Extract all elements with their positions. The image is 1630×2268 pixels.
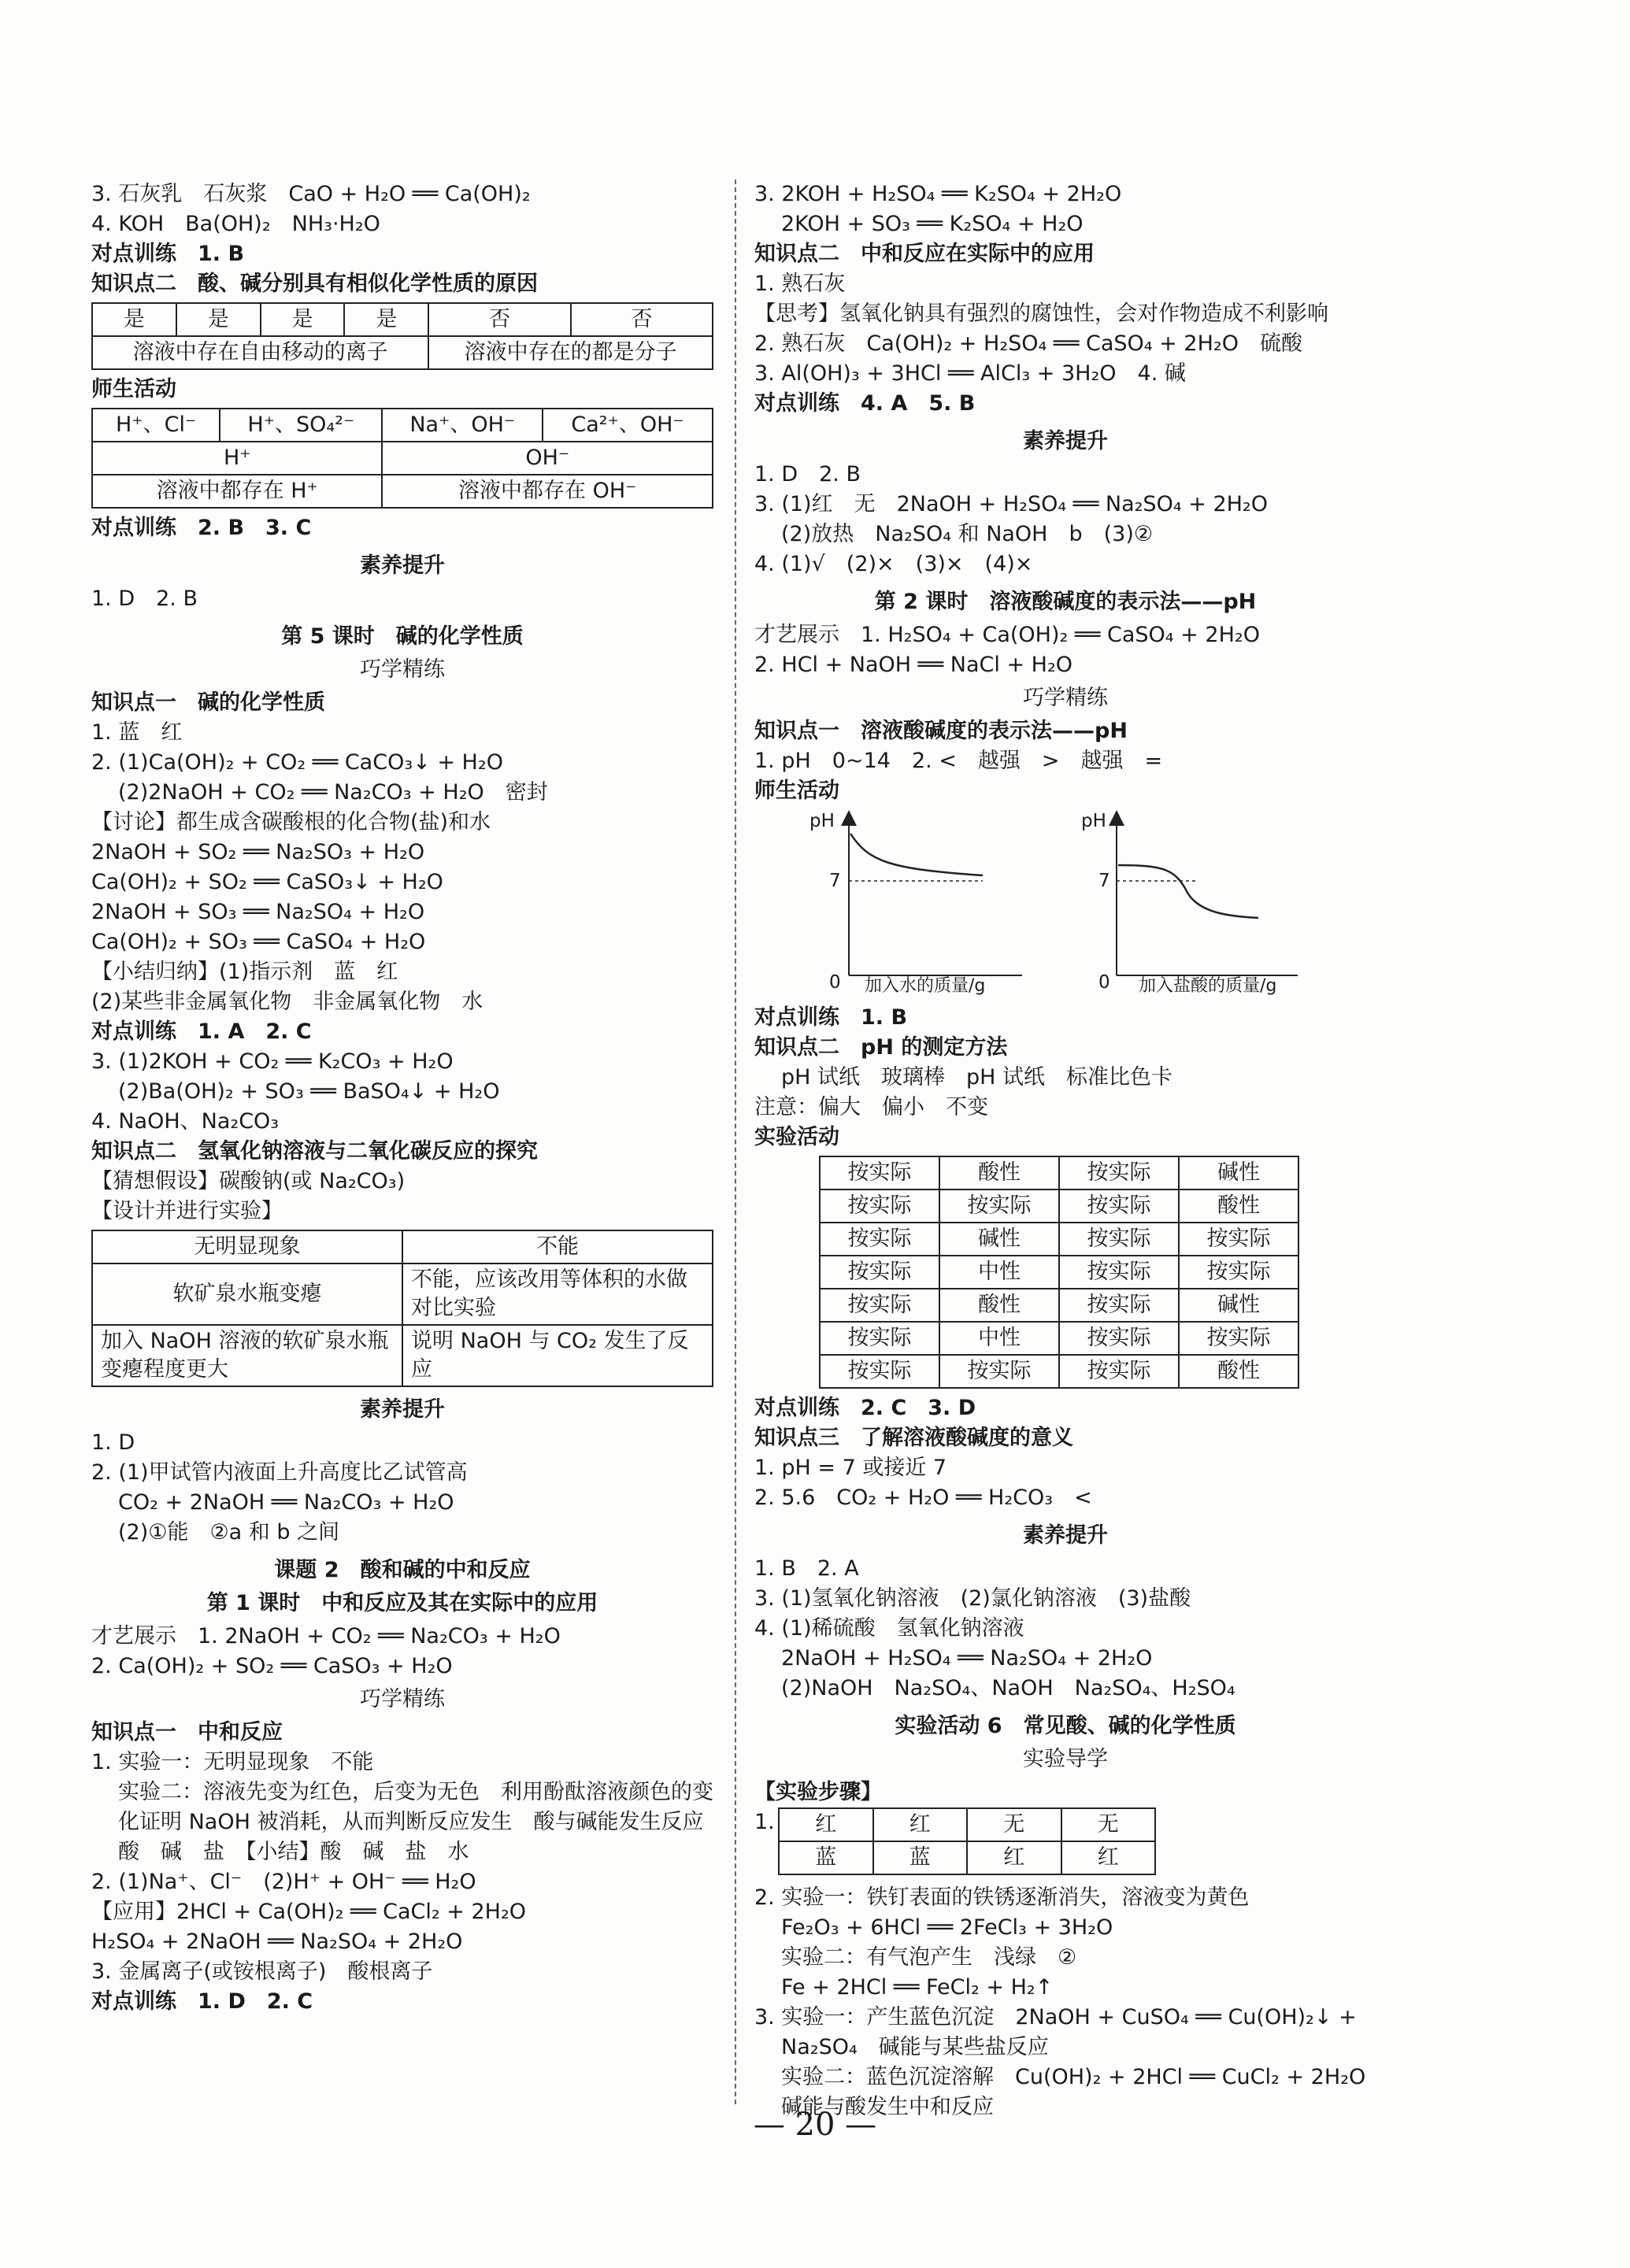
table-cell: H⁺、Cl⁻: [92, 409, 220, 442]
answer-line: 3. (1)2KOH + CO₂ ══ K₂CO₃ + H₂O: [91, 1049, 454, 1074]
answer-line: 1. pH 0~14 2. < 越强 > 越强 =: [754, 749, 1163, 773]
section-title: 素养提升: [360, 1397, 445, 1422]
answer-table-2: [91, 408, 713, 509]
tick-label: 7: [1098, 871, 1110, 891]
equation-line: Ca(OH)₂ + SO₂ ══ CaSO₃↓ + H₂O: [91, 870, 443, 894]
table-cell: Na⁺、OH⁻: [382, 409, 543, 442]
answer-line: 1. 熟石灰: [754, 272, 846, 296]
answer-line: 3. 2KOH + H₂SO₄ ══ K₂SO₄ + 2H₂O: [754, 182, 1122, 206]
answer-line: 对点训练 2. C 3. D: [754, 1396, 976, 1420]
answer-line: 2. HCl + NaOH ══ NaCl + H₂O: [754, 653, 1073, 677]
equation-line: Ca(OH)₂ + SO₃ ══ CaSO₄ + H₂O: [91, 930, 426, 954]
answer-table-5: [778, 1807, 1156, 1875]
section-heading: 知识点三 了解溶液酸碱度的意义: [754, 1426, 1073, 1450]
section-heading: 知识点二 中和反应在实际中的应用: [754, 242, 1095, 266]
section-title: 巧学精练: [360, 1687, 445, 1711]
axis-label: 加入水的质量/g: [865, 976, 986, 996]
table-cell: 按实际: [1059, 1189, 1179, 1223]
axis-label: pH: [809, 811, 835, 831]
answer-paragraph: 实验二：溶液先变为红色，后变为无色 利用酚酞溶液颜色的变化证明 NaOH 被消耗，从而判断反应发生 酸与碱能发生反应: [118, 1780, 713, 1834]
answer-line: 【设计并进行实验】: [91, 1199, 283, 1223]
answer-line: 3. 石灰乳 石灰浆 CaO + H₂O ══ Ca(OH)₂: [91, 182, 531, 206]
answer-line: 对点训练 4. A 5. B: [754, 391, 976, 416]
table-cell: 蓝: [873, 1841, 968, 1874]
lesson-title: 第 1 课时 中和反应及其在实际中的应用: [206, 1591, 598, 1615]
table-cell: 不能，应该改用等体积的水做对比实验: [402, 1263, 713, 1325]
table-cell: H⁺、SO₄²⁻: [220, 409, 382, 442]
answer-line: 对点训练 1. B: [91, 242, 245, 266]
table-cell: 蓝: [779, 1841, 873, 1874]
answer-line: 4. KOH Ba(OH)₂ NH₃·H₂O: [91, 212, 380, 236]
answer-line: 2. (1)Na⁺、Cl⁻ (2)H⁺ + OH⁻ ══ H₂O: [91, 1870, 476, 1894]
ph-graphs: [754, 806, 1376, 1003]
equation-line: 2NaOH + SO₂ ══ Na₂SO₃ + H₂O: [91, 840, 425, 864]
table-cell: 按实际: [1059, 1256, 1179, 1289]
table-cell: 是: [92, 303, 176, 336]
answer-line: 2. (1)Ca(OH)₂ + CO₂ ══ CaCO₃↓ + H₂O: [91, 750, 503, 775]
answer-line: 3. 金属离子(或铵根离子) 酸根离子: [91, 1959, 433, 1984]
table-cell: 溶液中都存在 H⁺: [92, 475, 382, 508]
answer-line: 4. (1)稀硫酸 氢氧化钠溶液: [754, 1616, 1024, 1641]
table-cell: 酸性: [939, 1156, 1059, 1189]
table-cell: 软矿泉水瓶变瘪: [92, 1263, 402, 1325]
answer-line: 【讨论】都生成含碳酸根的化合物(盐)和水: [91, 810, 491, 834]
answer-line: 对点训练 2. B 3. C: [91, 516, 312, 540]
answer-line: 1.: [754, 1810, 775, 1834]
table-cell: 按实际: [820, 1322, 939, 1355]
answer-line: 【猜想假设】碳酸钠(或 Na₂CO₃): [91, 1169, 406, 1193]
equation-line: 2NaOH + H₂SO₄ ══ Na₂SO₄ + 2H₂O: [781, 1646, 1153, 1670]
section-heading: 知识点二 氢氧化钠溶液与二氧化碳反应的探究: [91, 1139, 538, 1164]
tick-label: 7: [829, 871, 841, 891]
axis-label: pH: [1081, 811, 1106, 831]
answer-line: 注意：偏大 偏小 不变: [754, 1095, 988, 1119]
table-row: [820, 1156, 1298, 1189]
table-cell: 红: [1061, 1841, 1156, 1874]
table-cell: 按实际: [1179, 1223, 1298, 1256]
equation-line: Fe₂O₃ + 6HCl ══ 2FeCl₃ + 3H₂O: [781, 1915, 1113, 1940]
table-cell: 酸性: [1179, 1189, 1298, 1223]
table-cell: 中性: [939, 1256, 1059, 1289]
answer-table-3: [91, 1230, 713, 1387]
answer-line: 1. pH = 7 或接近 7: [754, 1456, 947, 1480]
lesson-title: 第 5 课时 碱的化学性质: [281, 624, 524, 649]
ph-graph-svg: [754, 806, 1376, 1003]
table-cell: 说明 NaOH 与 CO₂ 发生了反应: [402, 1325, 713, 1386]
page-number: — 20 —: [753, 2107, 877, 2143]
table-cell: 溶液中存在自由移动的离子: [92, 336, 428, 369]
table-cell: 按实际: [820, 1223, 939, 1256]
table-cell: 酸性: [939, 1289, 1059, 1322]
answer-line: 2. 实验一：铁钉表面的铁锈逐渐消失，溶液变为黄色: [754, 1885, 1250, 1910]
equation-line: 2NaOH + SO₃ ══ Na₂SO₄ + H₂O: [91, 900, 425, 924]
ph-curve-water: [850, 834, 983, 875]
answer-table-4: [819, 1156, 1299, 1389]
lesson-title: 课题 2 酸和碱的中和反应: [274, 1558, 531, 1582]
table-cell: 按实际: [939, 1189, 1059, 1223]
table-cell: 按实际: [1179, 1256, 1298, 1289]
table-cell: 无: [1061, 1808, 1156, 1841]
column-divider: [735, 179, 736, 2104]
answer-line: (2)放热 Na₂SO₄ 和 NaOH b (3)②: [781, 522, 1154, 546]
table-row: [820, 1189, 1298, 1223]
right-column: [754, 179, 1376, 2122]
axis-label: 加入盐酸的质量/g: [1139, 976, 1277, 996]
answer-line: (2)某些非金属氧化物 非金属氧化物 水: [91, 990, 483, 1014]
section-title: 实验导学: [1023, 1747, 1108, 1771]
table-cell: 溶液中存在的都是分子: [428, 336, 713, 369]
section-heading: 师生活动: [754, 779, 839, 803]
answer-line: 【思考】氢氧化钠具有强烈的腐蚀性，会对作物造成不利影响: [754, 302, 1328, 326]
answer-line: 碱能与酸发生中和反应: [781, 2095, 994, 2119]
equation-line: Fe + 2HCl ══ FeCl₂ + H₂↑: [781, 1975, 1054, 2000]
table-cell: 按实际: [1179, 1322, 1298, 1355]
table-cell: 碱性: [939, 1223, 1059, 1256]
table-cell: 按实际: [1059, 1322, 1179, 1355]
table-cell: 无: [967, 1808, 1061, 1841]
answer-line: 1. D 2. B: [91, 586, 198, 611]
answer-line: 1. B 2. A: [754, 1556, 859, 1581]
table-cell: 按实际: [820, 1355, 939, 1388]
table-cell: 加入 NaOH 溶液的软矿泉水瓶变瘪程度更大: [92, 1325, 402, 1386]
table-cell: 碱性: [1179, 1156, 1298, 1189]
table-row: [820, 1355, 1298, 1388]
answer-line: 2. 5.6 CO₂ + H₂O ══ H₂CO₃ <: [754, 1485, 1092, 1510]
answer-line: 1. 实验一：无明显现象 不能: [91, 1750, 374, 1774]
table-cell: 是: [344, 303, 428, 336]
section-heading: 知识点二 酸、碱分别具有相似化学性质的原因: [91, 272, 538, 296]
answer-line: Na₂SO₄ 碱能与某些盐反应: [781, 2035, 1049, 2059]
answer-line: 4. (1)√ (2)× (3)× (4)×: [754, 552, 1033, 576]
answer-line: 2. 熟石灰 Ca(OH)₂ + H₂SO₄ ══ CaSO₄ + 2H₂O 硫酸: [754, 331, 1302, 356]
section-heading: 知识点一 碱的化学性质: [91, 690, 325, 715]
answer-line: 1. D: [91, 1430, 135, 1455]
answer-line: 2. Ca(OH)₂ + SO₂ ══ CaSO₃ + H₂O: [91, 1654, 453, 1678]
table-cell: 按实际: [1059, 1223, 1179, 1256]
tick-label: 0: [829, 972, 841, 993]
answer-line: 酸 碱 盐 【小结】酸 碱 盐 水: [118, 1840, 469, 1864]
answer-line: 3. 实验一：产生蓝色沉淀 2NaOH + CuSO₄ ══ Cu(OH)₂↓ +: [754, 2005, 1357, 2029]
answer-line: 3. (1)红 无 2NaOH + H₂SO₄ ══ Na₂SO₄ + 2H₂O: [754, 492, 1268, 516]
answer-line: 1. 蓝 红: [91, 720, 183, 745]
answer-line: 对点训练 1. A 2. C: [91, 1019, 312, 1044]
table-row: [820, 1289, 1298, 1322]
section-heading: 实验活动: [754, 1125, 839, 1149]
section-title: 素养提升: [360, 553, 445, 578]
table-row: [820, 1256, 1298, 1289]
table-cell: H⁺: [92, 442, 382, 475]
table-cell: 按实际: [1059, 1289, 1179, 1322]
answer-line: 【应用】2HCl + Ca(OH)₂ ══ CaCl₂ + 2H₂O: [91, 1900, 527, 1924]
table-cell: 按实际: [820, 1156, 939, 1189]
table-cell: Ca²⁺、OH⁻: [543, 409, 713, 442]
left-column: [91, 179, 713, 2017]
answer-line: 2. (1)甲试管内液面上升高度比乙试管高: [91, 1460, 468, 1485]
lesson-title: 第 2 课时 溶液酸碱度的表示法——pH: [874, 590, 1257, 614]
table-cell: 无明显现象: [92, 1230, 402, 1263]
answer-line: 2KOH + SO₃ ══ K₂SO₄ + H₂O: [781, 212, 1084, 236]
answer-line: pH 试纸 玻璃棒 pH 试纸 标准比色卡: [781, 1065, 1173, 1090]
table-cell: 碱性: [1179, 1289, 1298, 1322]
section-title: 素养提升: [1023, 1523, 1108, 1548]
table-cell: 否: [428, 303, 570, 336]
answer-line: (2)①能 ②a 和 b 之间: [118, 1520, 340, 1545]
section-heading: 知识点二 pH 的测定方法: [754, 1035, 1008, 1060]
section-title: 巧学精练: [360, 657, 445, 682]
equation-line: H₂SO₄ + 2NaOH ══ Na₂SO₄ + 2H₂O: [91, 1929, 463, 1954]
table-cell: 按实际: [1059, 1156, 1179, 1189]
answer-line: (2)2NaOH + CO₂ ══ Na₂CO₃ + H₂O 密封: [118, 780, 548, 805]
answer-line: 【小结归纳】(1)指示剂 蓝 红: [91, 960, 398, 984]
answer-line: 对点训练 1. D 2. C: [91, 1989, 313, 2014]
table-cell: 红: [873, 1808, 968, 1841]
table-cell: 是: [261, 303, 345, 336]
answer-line: 对点训练 1. B: [754, 1005, 908, 1030]
answer-line: 3. (1)氢氧化钠溶液 (2)氯化钠溶液 (3)盐酸: [754, 1586, 1191, 1611]
table-row: [820, 1322, 1298, 1355]
answer-line: 4. NaOH、Na₂CO₃: [91, 1109, 280, 1134]
section-heading: 知识点一 溶液酸碱度的表示法——pH: [754, 719, 1128, 743]
answer-table-1: [91, 302, 713, 370]
table-cell: 否: [571, 303, 713, 336]
answer-line: (2)NaOH Na₂SO₄、NaOH Na₂SO₄、H₂SO₄: [781, 1676, 1235, 1700]
answer-line: CO₂ + 2NaOH ══ Na₂CO₃ + H₂O: [118, 1490, 454, 1515]
table-row: [820, 1223, 1298, 1256]
table-cell: 溶液中都存在 OH⁻: [382, 475, 713, 508]
answer-line: (2)Ba(OH)₂ + SO₃ ══ BaSO₄↓ + H₂O: [118, 1079, 500, 1104]
answer-line: 才艺展示 1. 2NaOH + CO₂ ══ Na₂CO₃ + H₂O: [91, 1624, 561, 1648]
step-table-wrap: [754, 1807, 1376, 1883]
ph-curve-acid: [1118, 865, 1258, 918]
table-cell: 红: [967, 1841, 1061, 1874]
table-cell: 按实际: [820, 1289, 939, 1322]
answer-line: 才艺展示 1. H₂SO₄ + Ca(OH)₂ ══ CaSO₄ + 2H₂O: [754, 623, 1260, 647]
section-title: 素养提升: [1023, 429, 1108, 453]
answer-line: 1. D 2. B: [754, 462, 861, 487]
table-cell: 按实际: [1059, 1355, 1179, 1388]
table-cell: 酸性: [1179, 1355, 1298, 1388]
table-cell: 是: [176, 303, 261, 336]
section-heading: 【实验步骤】: [754, 1780, 882, 1804]
table-cell: 红: [779, 1808, 873, 1841]
table-cell: 按实际: [820, 1189, 939, 1223]
answer-line: 实验二：蓝色沉淀溶解 Cu(OH)₂ + 2HCl ══ CuCl₂ + 2H₂O: [781, 2065, 1366, 2089]
answer-line: 3. Al(OH)₃ + 3HCl ══ AlCl₃ + 3H₂O 4. 碱: [754, 361, 1186, 386]
section-heading: 师生活动: [91, 377, 176, 401]
section-heading: 知识点一 中和反应: [91, 1720, 283, 1744]
lesson-title: 实验活动 6 常见酸、碱的化学性质: [895, 1714, 1236, 1738]
table-cell: 按实际: [939, 1355, 1059, 1388]
section-title: 巧学精练: [1023, 686, 1108, 710]
answer-line: 实验二：有气泡产生 浅绿 ②: [781, 1945, 1077, 1970]
table-cell: 中性: [939, 1322, 1059, 1355]
table-cell: 按实际: [820, 1256, 939, 1289]
table-cell: 不能: [402, 1230, 713, 1263]
tick-label: 0: [1098, 972, 1110, 993]
table-cell: OH⁻: [382, 442, 713, 475]
